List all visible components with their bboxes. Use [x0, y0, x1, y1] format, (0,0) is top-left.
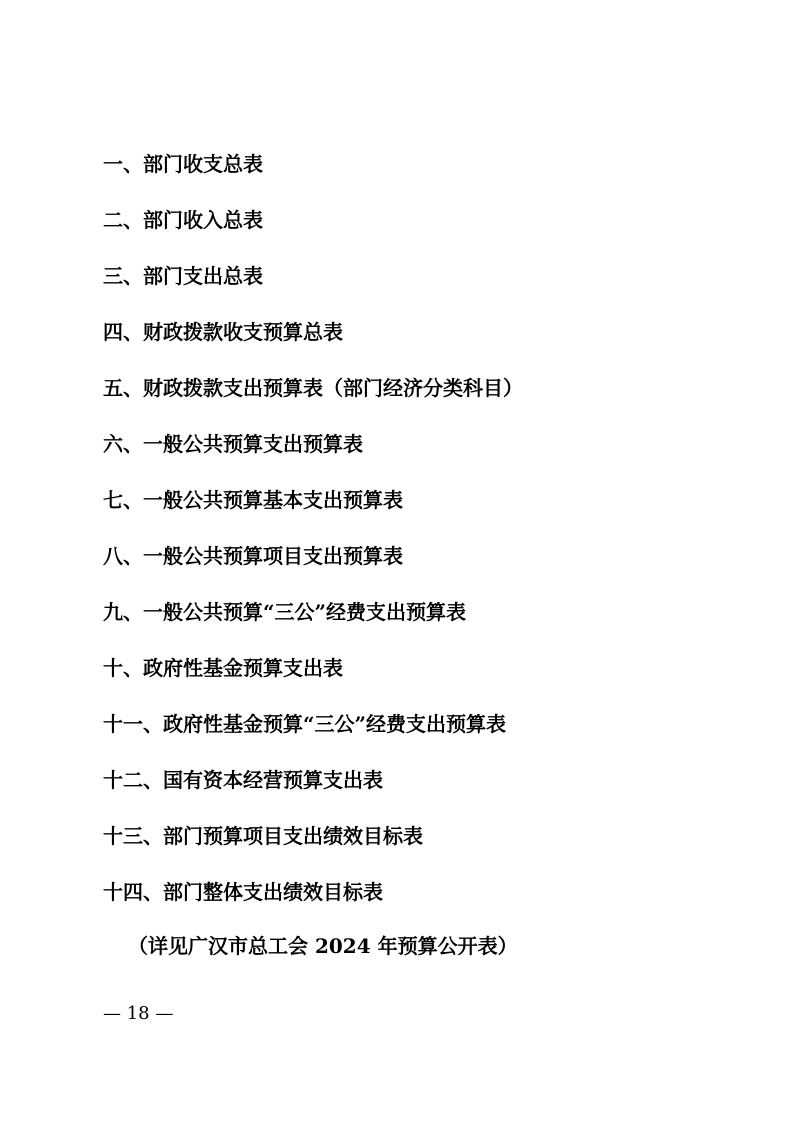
toc-item: 十四、部门整体支出绩效目标表 — [103, 880, 383, 904]
toc-item: 八、一般公共预算项目支出预算表 — [103, 544, 403, 568]
toc-item: 九、一般公共预算“三公”经费支出预算表 — [103, 600, 467, 624]
toc-item: 七、一般公共预算基本支出预算表 — [103, 488, 403, 512]
toc-item: 四、财政拨款收支预算总表 — [103, 320, 343, 344]
toc-item: 六、一般公共预算支出预算表 — [103, 432, 363, 456]
page-number: — 18 — — [103, 1003, 174, 1024]
toc-item: 三、部门支出总表 — [103, 264, 263, 288]
toc-item: 十、政府性基金预算支出表 — [103, 656, 343, 680]
toc-item: 十二、国有资本经营预算支出表 — [103, 768, 383, 792]
table-of-contents — [103, 148, 523, 932]
toc-item: 五、财政拨款支出预算表（部门经济分类科目） — [103, 376, 523, 400]
toc-item: 一、部门收支总表 — [103, 152, 263, 176]
toc-item: 十三、部门预算项目支出绩效目标表 — [103, 824, 423, 848]
reference-note: （详见广汉市总工会 2024 年预算公开表） — [128, 934, 518, 958]
toc-item: 二、部门收入总表 — [103, 208, 263, 232]
toc-item: 十一、政府性基金预算“三公”经费支出预算表 — [103, 712, 507, 736]
